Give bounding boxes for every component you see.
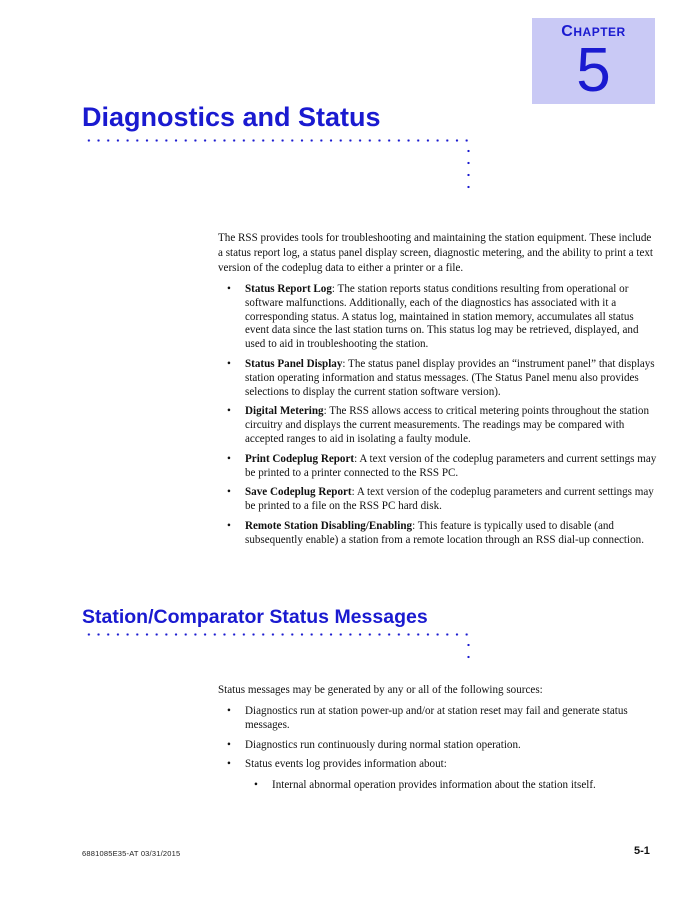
dotted-column: [467, 639, 470, 663]
dotted-rule: [84, 139, 472, 142]
feature-list: [218, 283, 658, 554]
chapter-number: 5: [576, 36, 611, 105]
item-text: : This feature is typically used to disable (and subsequently enable) a station from a remote location through an RSS dial-up connection.: [245, 519, 644, 546]
section-title-status-messages: Station/Comparator Status Messages: [82, 606, 428, 628]
source-list: [218, 705, 658, 778]
item-term: Digital Metering: [245, 405, 324, 418]
list-item: • Status Report Log: The station reports status conditions resulting from operational or software malfunctions. Additionally, each of the diagnostics has associated with it a corresponding status. A status log, maintained in station memory, accumulates all status event data since the last station turns on. This status log may be retrieved, displayed, and used to aid in troubleshooting the station.: [227, 283, 639, 351]
list-item: • Status events log provides information about:: [227, 758, 447, 771]
list-item: • Internal abnormal operation provides information about the station itself.: [254, 779, 596, 791]
item-term: Print Codeplug Report: [245, 452, 355, 465]
list-item: • Diagnostics run at station power-up and/or at station reset may fail and generate status messages.: [227, 705, 628, 731]
chapter-box: [532, 18, 655, 104]
dotted-rule: [84, 633, 472, 636]
item-term: Save Codeplug Report: [245, 486, 352, 499]
item-term: Status Report Log: [245, 283, 332, 295]
item-text: Internal abnormal operation provides information about the station itself.: [272, 779, 596, 791]
item-text: Status events log provides information about:: [245, 758, 447, 771]
list-item: • Print Codeplug Report: A text version of the codeplug parameters and current settings may be printed to a printer connected to the RSS PC.: [227, 452, 657, 479]
section-title-diagnostics: Diagnostics and Status: [82, 102, 381, 132]
chapter-label: CHAPTER: [561, 23, 626, 40]
item-text: Diagnostics run continuously during normal station operation.: [245, 738, 521, 751]
item-text: : A text version of the codeplug parameters and current settings may be printed to a printer connected to the RSS PC.: [245, 452, 657, 479]
item-text: : The RSS allows access to critical metering points throughout the station circuitry and displays the current measurements. The readings may be compared with accepted ranges to aid in isolating a faulty module.: [245, 405, 650, 445]
sub-list: [245, 779, 658, 799]
list-item: • Digital Metering: The RSS allows access to critical metering points throughout the station circuitry and displays the current measurements. The readings may be compared with accepted ranges to aid in isolating a faulty module.: [227, 405, 650, 445]
status-intro-paragraph: Status messages may be generated by any or all of the following sources:: [218, 684, 543, 696]
list-item: • Status Panel Display: The status panel display provides an “instrument panel” that displays station operating information and status messages. (The Status Panel menu also provides selections to display the current station software version).: [227, 357, 655, 398]
item-text: : The status panel display provides an “instrument panel” that displays station operating information and status messages. (The Status Panel menu also provides selections to display the current station software version).: [245, 357, 655, 398]
list-item: • Diagnostics run continuously during normal station operation.: [227, 738, 521, 751]
item-text: : A text version of the codeplug parameters and current settings may be printed to a file on the RSS PC hard disk.: [245, 486, 654, 513]
list-item: • Save Codeplug Report: A text version of the codeplug parameters and current settings may be printed to a file on the RSS PC hard disk.: [227, 486, 654, 513]
list-item: • Remote Station Disabling/Enabling: This feature is typically used to disable (and subsequently enable) a station from a remote location through an RSS dial-up connection.: [227, 519, 644, 546]
footer-page-number: 5-1: [634, 845, 650, 857]
item-term: Remote Station Disabling/Enabling: [245, 519, 413, 532]
item-text: Diagnostics run at station power-up and/or at station reset may fail and generate status messages.: [245, 705, 628, 731]
item-term: Status Panel Display: [245, 357, 343, 370]
item-text: : The station reports status conditions resulting from operational or software malfunctions. Additionally, each of the diagnostics has associated with it a corresponding status. A status log, maintained in station memory, accumulates all status event data since the last station turns on. This status log may be retrieved, displayed, and used to aid in troubleshooting the station.: [245, 283, 639, 351]
intro-paragraph: The RSS provides tools for troubleshooting and maintaining the station equipment. These include a status report log, a status panel display screen, diagnostic metering, and the ability to print a text version of the codeplug data to either a printer or a file.: [218, 232, 654, 275]
footer-doc-id: 6881085E35-AT 03/31/2015: [82, 849, 181, 858]
dotted-column: [467, 145, 470, 193]
